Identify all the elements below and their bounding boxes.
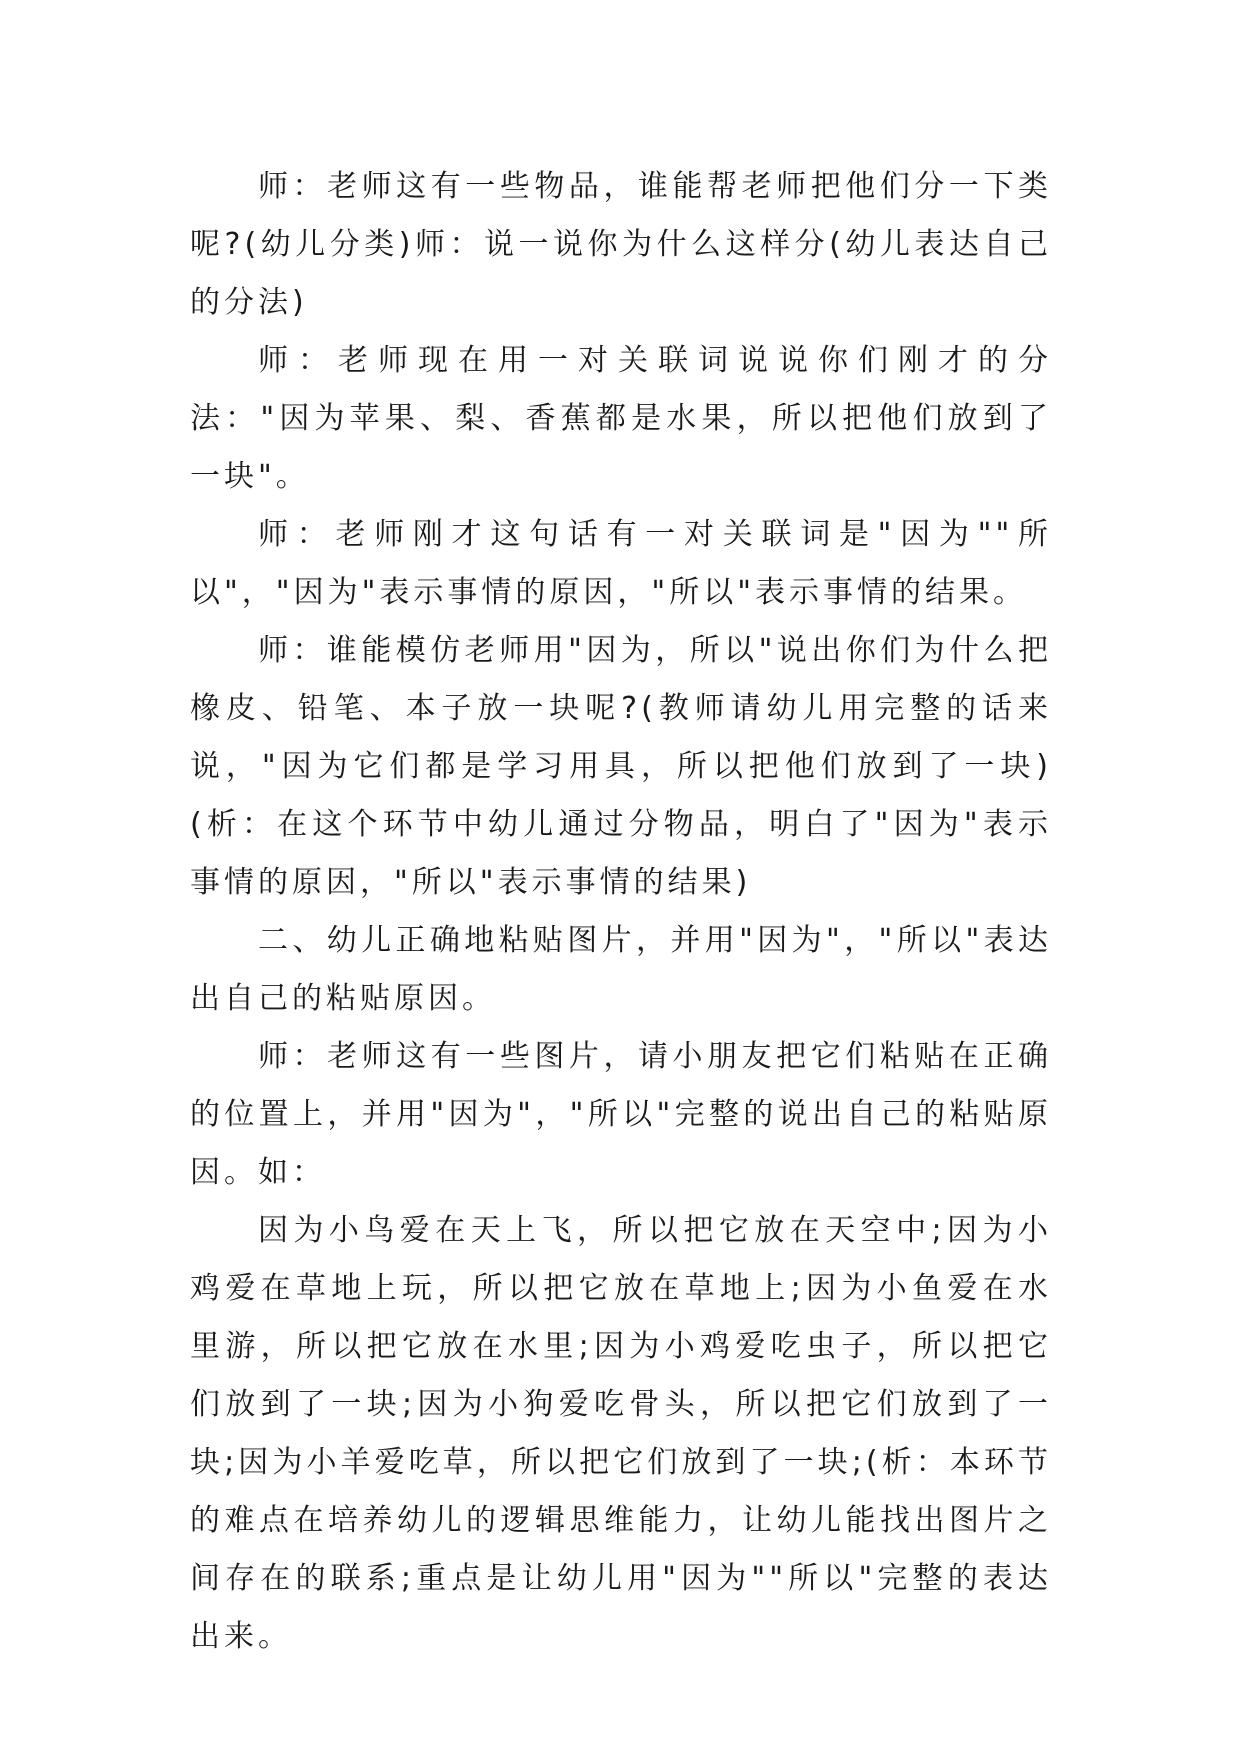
paragraph-conjunction-example: 师：老师现在用一对关联词说说你们刚才的分法："因为苹果、梨、香蕉都是水果，所以把他们放到了一块"。 [190, 343, 1052, 494]
paragraph-sorting-intro: 师：老师这有一些物品，谁能帮老师把他们分一下类呢?(幼儿分类)师：说一说你为什么这样分(幼儿表达自己的分法) [190, 169, 1052, 320]
section-heading-two: 二、幼儿正确地粘贴图片，并用"因为"，"所以"表达出自己的粘贴原因。 [190, 923, 1052, 1016]
paragraph-imitation-activity: 师：谁能模仿老师用"因为，所以"说出你们为什么把橡皮、铅笔、本子放一块呢?(教师请幼儿用完整的话来说，"因为它们都是学习用具，所以把他们放到了一块)(析：在这个环节中幼儿通过分物品，明白了"因为"表示事情的原因，"所以"表示事情的结果) [190, 633, 1052, 900]
paragraph-picture-examples: 因为小鸟爱在天上飞，所以把它放在天空中;因为小鸡爱在草地上玩，所以把它放在草地上;因为小鱼爱在水里游，所以把它放在水里;因为小鸡爱吃虫子，所以把它们放到了一块;因为小狗爱吃骨头，所以把它们放到了一块;因为小羊爱吃草，所以把它们放到了一块;(析：本环节的难点在培养幼儿的逻辑思维能力，让幼儿能找出图片之间存在的联系;重点是让幼儿用"因为""所以"完整的表达出来。 [190, 1213, 1052, 1654]
paragraph-picture-instruction: 师：老师这有一些图片，请小朋友把它们粘贴在正确的位置上，并用"因为"，"所以"完整的说出自己的粘贴原因。如： [190, 1039, 1052, 1190]
document-body [190, 158, 1052, 1666]
paragraph-conjunction-explanation: 师：老师刚才这句话有一对关联词是"因为""所以"，"因为"表示事情的原因，"所以"表示事情的结果。 [190, 517, 1052, 610]
